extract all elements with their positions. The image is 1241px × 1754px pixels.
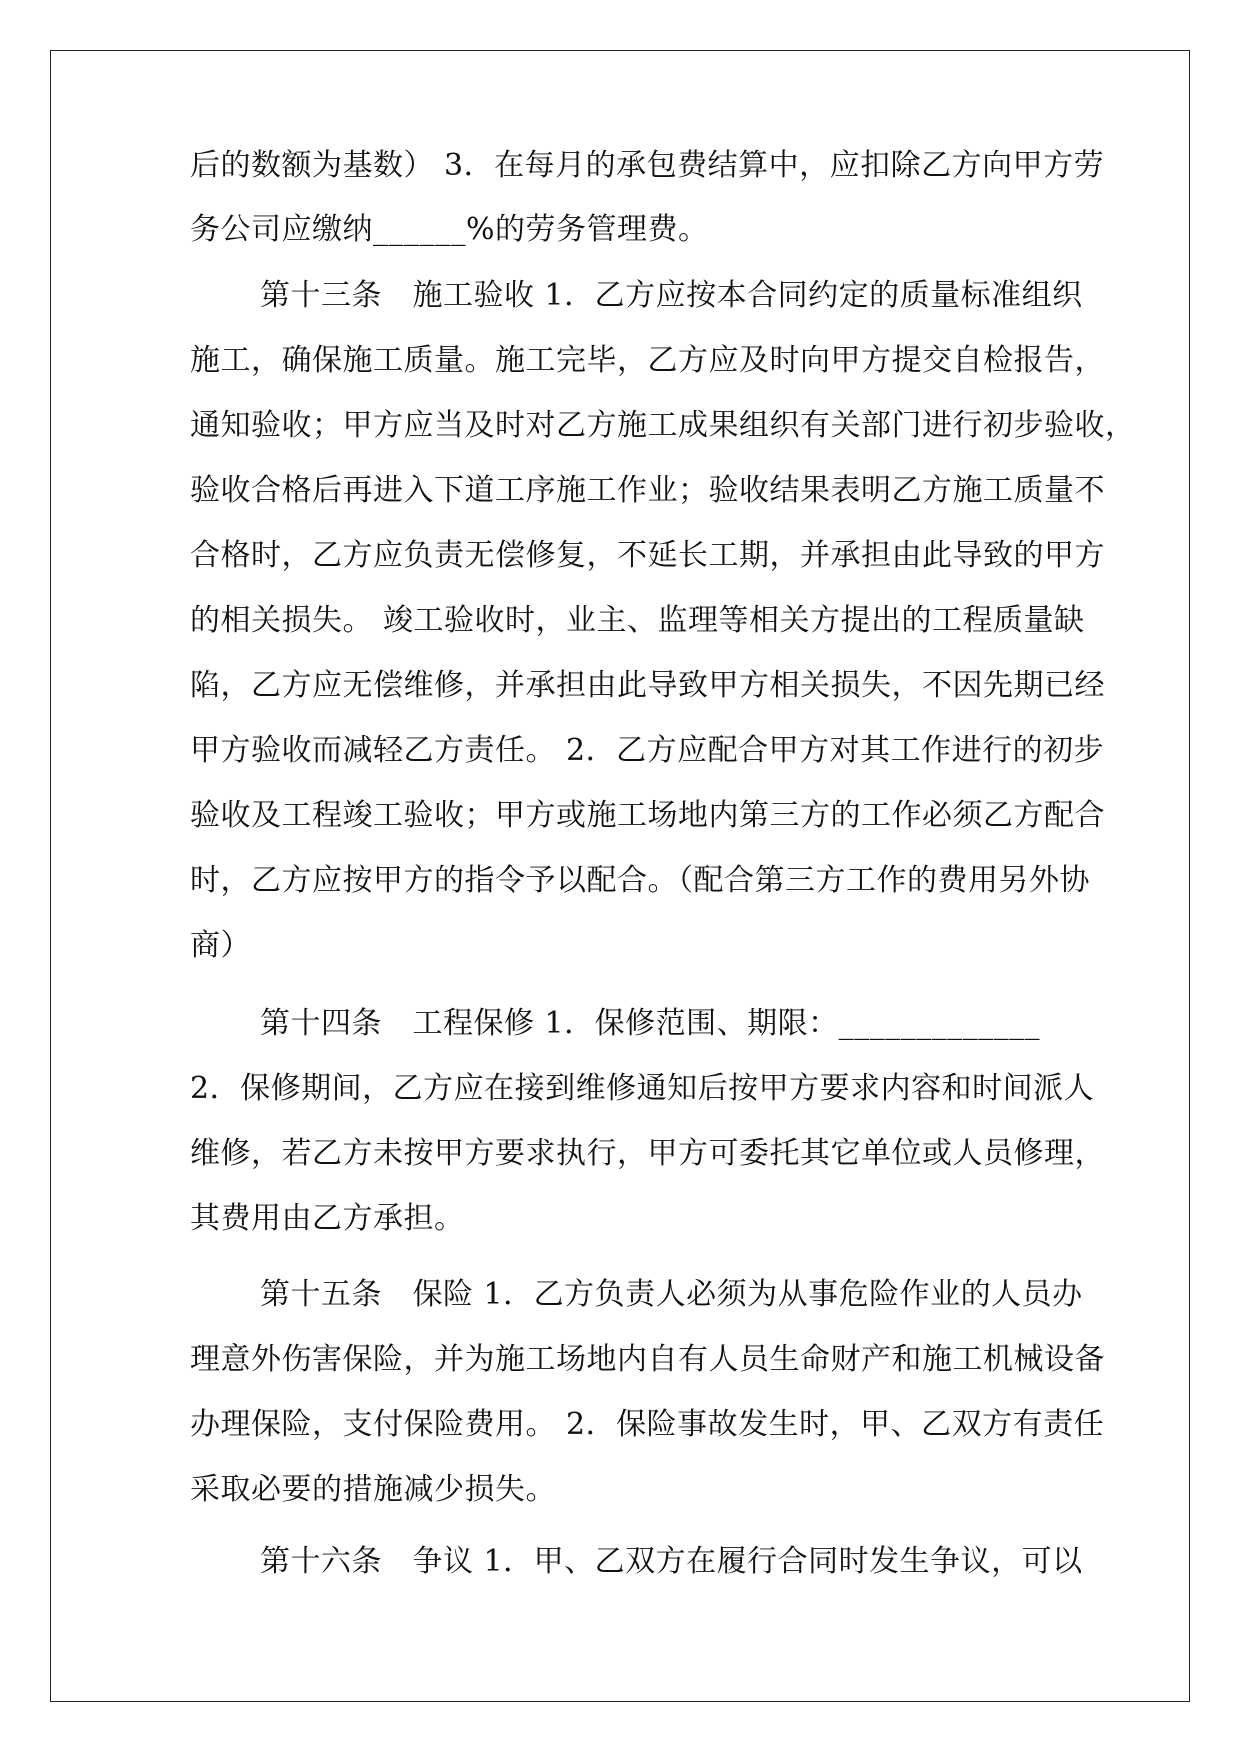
text-line: 验收合格后再进入下道工序施工作业；验收结果表明乙方施工质量不	[190, 473, 1105, 508]
text-line: 其费用由乙方承担。	[190, 1201, 465, 1236]
text-line: 后的数额为基数） 3．在每月的承包费结算中，应扣除乙方向甲方劳	[190, 148, 1105, 183]
article-16-heading-line: 第十六条 争议 1．甲、乙双方在履行合同时发生争议，可以	[260, 1544, 1083, 1579]
text-line: 维修，若乙方未按甲方要求执行，甲方可委托其它单位或人员修理，	[190, 1136, 1105, 1171]
text-line: 合格时，乙方应负责无偿修复，不延长工期，并承担由此导致的甲方	[190, 538, 1105, 573]
text-line: 时，乙方应按甲方的指令予以配合。（配合第三方工作的费用另外协	[190, 863, 1090, 898]
text-line: 陷，乙方应无偿维修，并承担由此导致甲方相关损失，不因先期已经	[190, 668, 1105, 703]
text-line: 2．保修期间，乙方应在接到维修通知后按甲方要求内容和时间派人	[190, 1071, 1095, 1106]
text-line: 商）	[190, 928, 251, 963]
article-14-heading-line: 第十四条 工程保修 1．保修范围、期限：_____________	[260, 1006, 1041, 1041]
text-line: 甲方验收而减轻乙方责任。 2．乙方应配合甲方对其工作进行的初步	[190, 733, 1105, 768]
article-15-heading-line: 第十五条 保险 1．乙方负责人必须为从事危险作业的人员办	[260, 1277, 1083, 1312]
text-line: 办理保险，支付保险费用。 2．保险事故发生时，甲、乙双方有责任	[190, 1407, 1105, 1442]
text-line: 理意外伤害保险，并为施工场地内自有人员生命财产和施工机械设备	[190, 1342, 1105, 1377]
text-line: 务公司应缴纳______%的劳务管理费。	[190, 212, 709, 247]
text-line: 的相关损失。 竣工验收时，业主、监理等相关方提出的工程质量缺	[190, 603, 1085, 638]
text-line: 施工，确保施工质量。施工完毕，乙方应及时向甲方提交自检报告，	[190, 343, 1105, 378]
text-line: 通知验收；甲方应当及时对乙方施工成果组织有关部门进行初步验收，	[190, 408, 1136, 443]
article-13-heading-line: 第十三条 施工验收 1．乙方应按本合同约定的质量标准组织	[260, 278, 1083, 313]
text-line: 验收及工程竣工验收；甲方或施工场地内第三方的工作必须乙方配合	[190, 798, 1105, 833]
text-line: 采取必要的措施减少损失。	[190, 1472, 556, 1507]
